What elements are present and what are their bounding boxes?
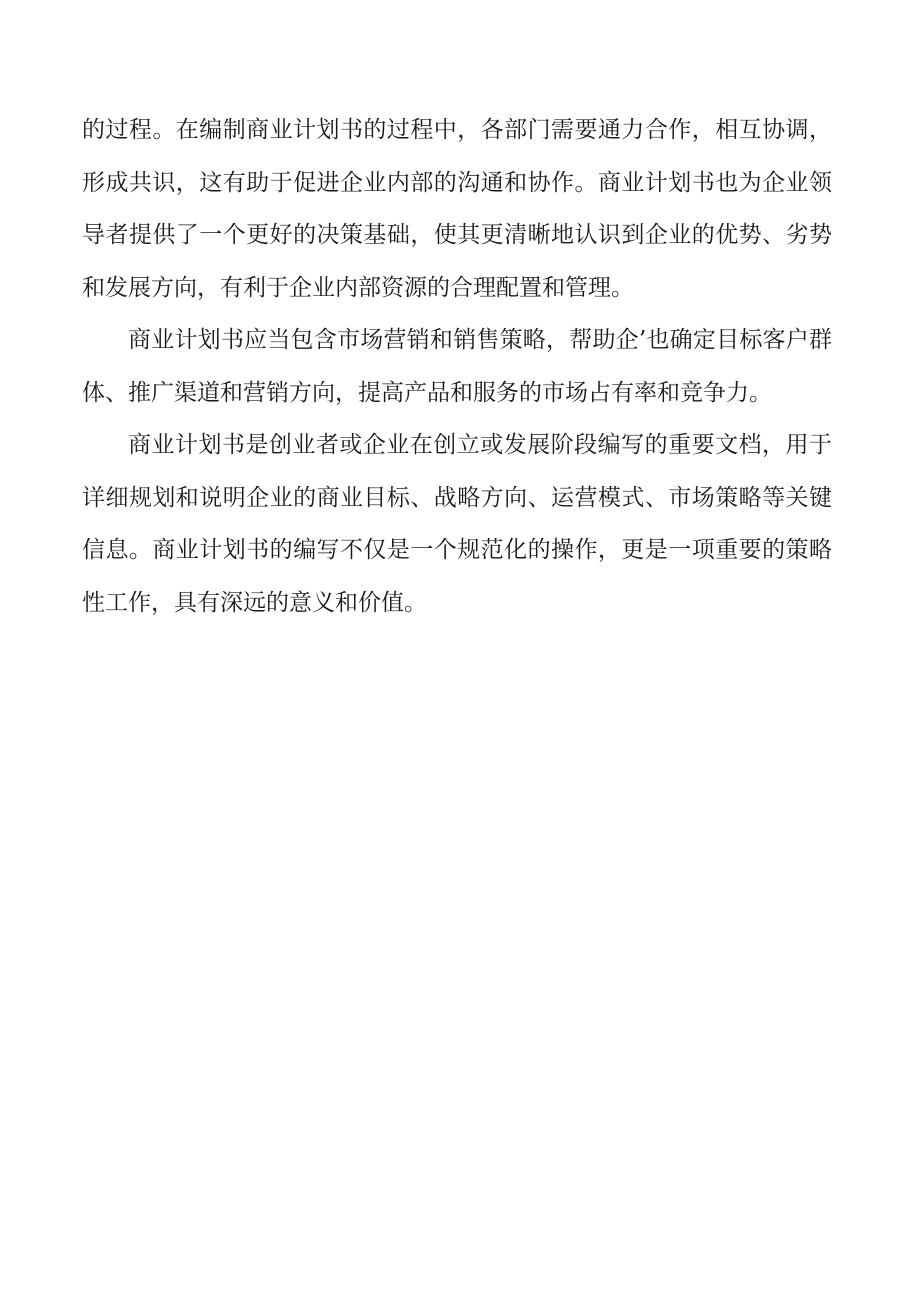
- paragraph-continuation: 的过程。在编制商业计划书的过程中，各部门需要通力合作，相互协调，形成共识，这有助于促进企业内部的沟通和协作。商业计划书也为企业领导者提供了一个更好的决策基础，使其更清晰地认识到企业的优势、劣势和发展方向，有利于企业内部资源的合理配置和管理。: [82, 117, 832, 301]
- paragraph-business-plan-definition: 商业计划书是创业者或企业在创立或发展阶段编写的重要文档，用于详细规划和说明企业的商业目标、战略方向、运营模式、市场策略等关键信息。商业计划书的编写不仅是一个规范化的操作，更是一项重要的策略性工作，具有深远的意义和价值。: [82, 432, 832, 616]
- paragraph-marketing-strategy: 商业计划书应当包含市场营销和销售策略，帮助企’也确定目标客户群体、推广渠道和营销方向，提高产品和服务的市场占有率和竞争力。: [82, 327, 832, 406]
- document-body: [82, 104, 832, 629]
